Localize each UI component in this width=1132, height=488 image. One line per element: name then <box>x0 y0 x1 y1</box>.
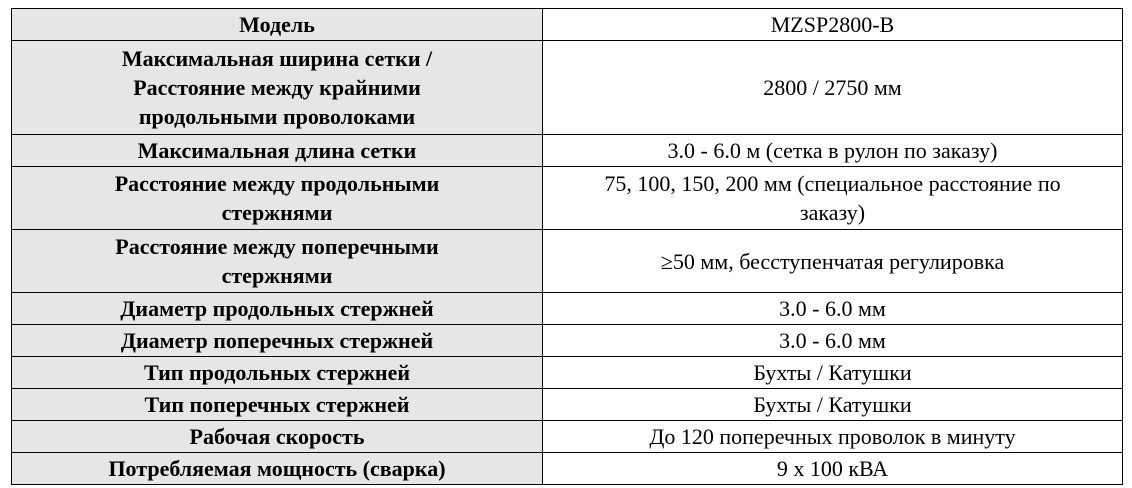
row-value-line: Бухты / Катушки <box>753 360 912 385</box>
row-value-line: 2800 / 2750 мм <box>763 75 902 100</box>
row-label-line: Диаметр поперечных стержней <box>120 328 434 353</box>
row-label-line: Модель <box>239 12 315 37</box>
row-label-cell <box>12 421 543 453</box>
table-row-longitudinal-type <box>12 357 1123 389</box>
row-value-line: 3.0 - 6.0 мм <box>779 328 886 353</box>
row-value-line: заказу) <box>799 200 866 225</box>
row-label-cell <box>12 389 543 421</box>
row-value-line: До 120 поперечных проволок в минуту <box>649 424 1016 449</box>
row-label-cell <box>12 325 543 357</box>
table-row-cross-spacing <box>12 230 1123 293</box>
row-value-cell <box>543 135 1123 167</box>
table-row-cross-diameter <box>12 325 1123 357</box>
row-value-cell <box>543 9 1123 41</box>
row-label-line: Расстояние между продольными <box>114 171 440 196</box>
row-label-cell <box>12 135 543 167</box>
row-value-cell <box>543 41 1123 135</box>
row-value-cell <box>543 230 1123 293</box>
row-label-cell <box>12 167 543 230</box>
row-label-line: Максимальная длина сетки <box>137 138 417 163</box>
row-label-line: Максимальная ширина сетки / <box>121 46 433 71</box>
table-row-max-width <box>12 41 1123 135</box>
row-label-line: продольными проволоками <box>138 104 416 129</box>
row-label-line: Тип продольных стержней <box>143 360 411 385</box>
row-label-line: Потребляемая мощность (сварка) <box>108 456 446 481</box>
table-row-working-speed <box>12 421 1123 453</box>
row-label-line: Диаметр продольных стержней <box>120 296 434 321</box>
row-label-cell <box>12 9 543 41</box>
row-value-line: 3.0 - 6.0 мм <box>779 296 886 321</box>
row-value-line: 75, 100, 150, 200 мм (специальное расстояние по <box>604 171 1061 196</box>
row-value-line: MZSP2800-B <box>770 12 895 37</box>
table-row-model <box>12 9 1123 41</box>
row-value-cell <box>543 167 1123 230</box>
row-label-line: Расстояние между поперечными <box>115 234 439 259</box>
specifications-table <box>11 8 1123 485</box>
table-row-max-length <box>12 135 1123 167</box>
row-label-line: Рабочая скорость <box>189 424 365 449</box>
row-label-line: Расстояние между крайними <box>133 75 421 100</box>
row-label-line: стержнями <box>221 200 333 225</box>
row-value-cell <box>543 453 1123 485</box>
row-label-line: стержнями <box>221 263 333 288</box>
row-value-cell <box>543 389 1123 421</box>
table-row-longitudinal-diameter <box>12 293 1123 325</box>
row-value-line: 9 x 100 кВА <box>776 456 889 481</box>
row-value-cell <box>543 293 1123 325</box>
row-label-cell <box>12 357 543 389</box>
table-row-cross-type <box>12 389 1123 421</box>
row-value-cell <box>543 357 1123 389</box>
row-label-cell <box>12 293 543 325</box>
table-row-power-consumption <box>12 453 1123 485</box>
row-label-cell <box>12 453 543 485</box>
row-label-cell <box>12 230 543 293</box>
table-row-longitudinal-spacing <box>12 167 1123 230</box>
row-value-cell <box>543 421 1123 453</box>
specifications-table-body <box>12 9 1123 485</box>
row-value-line: Бухты / Катушки <box>753 392 912 417</box>
row-value-line: ≥50 мм, бесступенчатая регулировка <box>660 248 1005 274</box>
row-value-line: 3.0 - 6.0 м (сетка в рулон по заказу) <box>667 138 998 163</box>
row-value-cell <box>543 325 1123 357</box>
row-label-cell <box>12 41 543 135</box>
row-label-line: Тип поперечных стержней <box>144 392 410 417</box>
